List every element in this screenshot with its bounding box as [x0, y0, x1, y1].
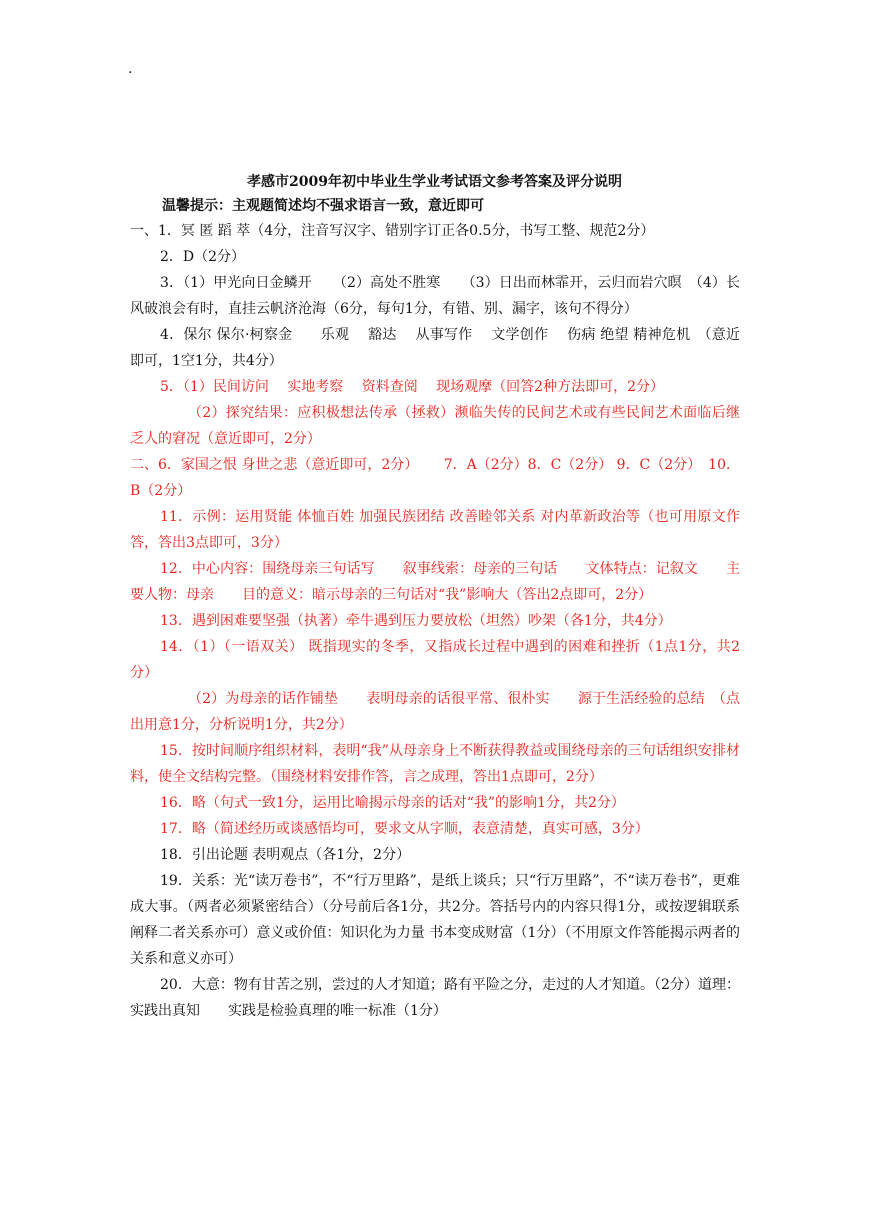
answer-paragraph: （2）探究结果：应积极想法传承（拯救）濒临失传的民间艺术或有些民间艺术面临后继乏人的窘况（意近即可，2分） — [130, 405, 740, 447]
answer-body — [130, 218, 740, 1024]
answer-paragraph: 18．引出论题 表明观点（各1分，2分） — [160, 847, 411, 863]
answer-paragraph: 二、6．家国之恨 身世之悲（意近即可，2分） 7．A（2分）8．C（2分） 9．C（2分） 10．B（2分） — [130, 457, 740, 499]
reminder-tip: 温馨提示：主观题简述均不强求语言一致，意近即可 — [162, 198, 484, 214]
answer-paragraph: 17．略（简述经历或谈感悟均可，要求文从字顺，表意清楚，真实可感，3分） — [160, 821, 649, 837]
answer-paragraph: 14．（1）（一语双关） 既指现实的冬季，又指成长过程中遇到的困难和挫折（1点1分，共2分） — [130, 639, 740, 681]
answer-paragraph: 2．D（2分） — [160, 249, 246, 265]
document-title: 孝感市2009年初中毕业生学业考试语文参考答案及评分说明 — [247, 174, 622, 190]
stray-dot: . — [128, 61, 133, 77]
answer-paragraph: 5．（1）民间访问 实地考察 资料查阅 现场观摩（回答2种方法即可，2分） — [160, 379, 664, 395]
answer-paragraph: 一、1．冥 匿 蹈 萃（4分，注音写汉字、错别字订正各0.5分，书写工整、规范2分） — [130, 223, 655, 239]
answer-paragraph: 19．关系：光“读万卷书”，不“行万里路”，是纸上谈兵；只“行万里路”，不“读万卷书”，更难成大事。（两者必须紧密结合）（分号前后各1分，共2分。答括号内的内容只得1分，或按逻辑联系阐释二者关系亦可）意义或价值：知识化为力量 书本变成财富（1分）（不用原文作答能揭示两者的关系和意义亦可） — [130, 873, 740, 967]
answer-paragraph: （2）为母亲的话作铺垫 表明母亲的话很平常、很朴实 源于生活经验的总结 （点出用意1分，分析说明1分，共2分） — [130, 691, 740, 733]
answer-paragraph: 3．（1）甲光向日金鳞开 （2）高处不胜寒 （3）日出而林霏开，云归而岩穴暝 （4）长风破浪会有时，直挂云帆济沧海（6分，每句1分，有错、别、漏字，该句不得分） — [130, 275, 740, 317]
answer-paragraph: 4．保尔 保尔·柯察金 乐观 豁达 从事写作 文学创作 伤病 绝望 精神危机 （意近即可，1空1分，共4分） — [130, 327, 740, 369]
answer-paragraph: 20．大意：物有甘苦之别，尝过的人才知道；路有平险之分，走过的人才知道。（2分）道理：实践出真知 实践是检验真理的唯一标准（1分） — [130, 977, 740, 1019]
answer-paragraph: 12．中心内容：围绕母亲三句话写 叙事线索：母亲的三句话 文体特点：记叙文 主要人物：母亲 目的意义：暗示母亲的三句话对“我”影响大（答出2点即可，2分） — [130, 561, 740, 603]
answer-paragraph: 13．遇到困难要坚强（执著）牵牛遇到压力要放松（坦然）吵架（各1分，共4分） — [160, 613, 672, 629]
answer-paragraph: 15．按时间顺序组织材料，表明“我”从母亲身上不断获得教益或围绕母亲的三句话组织安排材料，使全文结构完整。（围绕材料安排作答，言之成理，答出1点即可，2分） — [130, 743, 740, 785]
answer-paragraph: 16．略（句式一致1分，运用比喻揭示母亲的话对“我”的影响1分，共2分） — [160, 795, 625, 811]
answer-paragraph: 11．示例：运用贤能 体恤百姓 加强民族团结 改善睦邻关系 对内革新政治等（也可用原文作答，答出3点即可，3分） — [130, 509, 740, 551]
